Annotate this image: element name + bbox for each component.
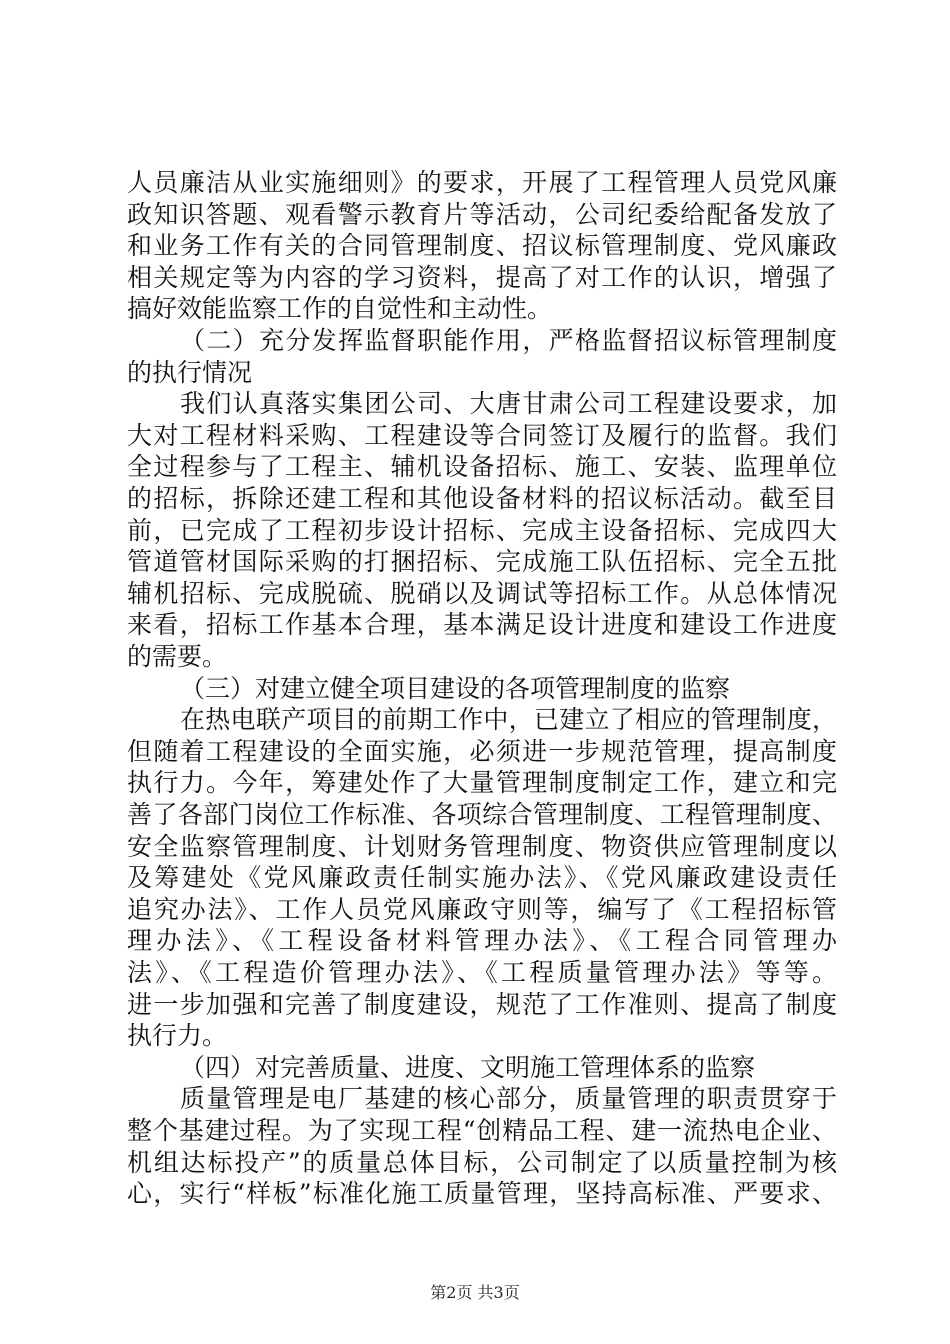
text-line: 安全监察管理制度、计划财务管理制度、物资供应管理制度以 [127, 831, 837, 861]
text-line: 来看，招标工作基本合理，基本满足设计进度和建设工作进度 [127, 610, 837, 640]
text-line: 人员廉洁从业实施细则》的要求，开展了工程管理人员党风廉 [127, 168, 837, 197]
text-line: 相关规定等为内容的学习资料，提高了对工作的认识，增强了 [127, 262, 837, 292]
text-line: 前，已完成了工程初步设计招标、完成主设备招标、完成四大 [127, 515, 837, 545]
text-line: 和业务工作有关的合同管理制度、招议标管理制度、党风廉政 [127, 231, 837, 261]
text-line: 辅机招标、完成脱硫、脱硝以及调试等招标工作。从总体情况 [127, 578, 837, 608]
text-line: 全过程参与了工程主、辅机设备招标、施工、安装、监理单位 [127, 452, 837, 482]
section-heading-3: （三）对建立健全项目建设的各项管理制度的监察 [180, 673, 731, 703]
paragraph-start: 我们认真落实集团公司、大唐甘肃公司工程建设要求，加 [180, 389, 837, 419]
text-line: 大对工程材料采购、工程建设等合同签订及履行的监督。我们 [127, 420, 837, 450]
text-line: 执行力。今年，筹建处作了大量管理制度制定工作，建立和完 [127, 768, 837, 798]
text-line: 进一步加强和完善了制度建设，规范了工作准则、提高了制度 [127, 989, 837, 1019]
text-line: 心，实行“样板”标准化施工质量管理，坚持高标准、严要求、 [127, 1179, 837, 1209]
text-line: 善了各部门岗位工作标准、各项综合管理制度、工程管理制度、 [127, 800, 837, 829]
text-line: 的需要。 [127, 642, 228, 671]
page-number-footer: 第2页 共3页 [430, 1283, 520, 1302]
text-line: 的招标，拆除还建工程和其他设备材料的招议标活动。截至目 [127, 484, 837, 513]
text-line: 但随着工程建设的全面实施，必须进一步规范管理，提高制度 [127, 736, 837, 766]
text-line: 理办法》、《工程设备材料管理办法》、《工程合同管理办 [127, 926, 837, 956]
text-line: 搞好效能监察工作的自觉性和主动性。 [127, 294, 553, 324]
text-line: 追究办法》、工作人员党风廉政守则等，编写了《工程招标管 [127, 894, 837, 924]
section-heading-2-cont: 的执行情况 [127, 357, 253, 387]
section-heading-2: （二）充分发挥监督职能作用，严格监督招议标管理制度 [180, 326, 837, 355]
text-line: 整个基建过程。为了实现工程“创精品工程、建一流热电企业、 [127, 1116, 837, 1145]
text-line: 管道管材国际采购的打捆招标、完成施工队伍招标、完全五批 [127, 547, 837, 577]
text-line: 及筹建处《党风廉政责任制实施办法》、《党风廉政建设责任 [127, 863, 837, 893]
text-line: 执行力。 [127, 1021, 228, 1051]
paragraph-start: 在热电联产项目的前期工作中，已建立了相应的管理制度， [180, 705, 837, 735]
text-line: 机组达标投产”的质量总体目标，公司制定了以质量控制为核 [127, 1147, 837, 1177]
text-line: 政知识答题、观看警示教育片等活动，公司纪委给配备发放了 [127, 199, 837, 229]
section-heading-4: （四）对完善质量、进度、文明施工管理体系的监察 [180, 1052, 756, 1082]
paragraph-start: 质量管理是电厂基建的核心部分，质量管理的职责贯穿于 [180, 1084, 837, 1114]
text-line: 法》、《工程造价管理办法》、《工程质量管理办法》等等。 [127, 958, 837, 987]
